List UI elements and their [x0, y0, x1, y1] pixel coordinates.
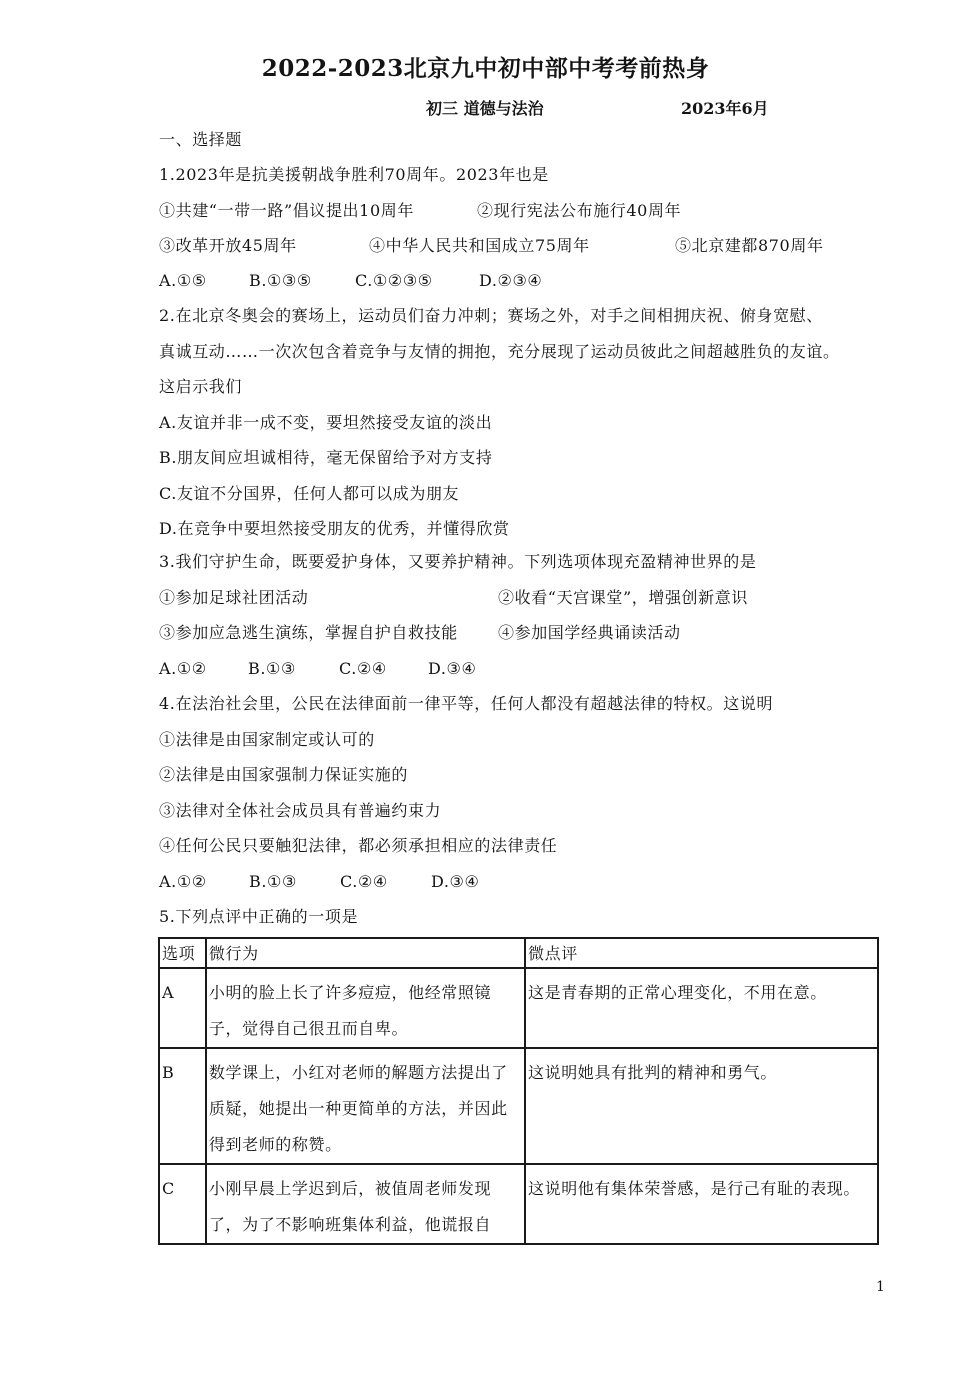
- exam-subtitle: 初三 道德与法治: [426, 99, 544, 118]
- q3-choice-d: D.③④: [428, 659, 477, 678]
- q1-item-3: ③改革开放45周年: [159, 236, 297, 255]
- q3-choice-c: C.②④: [339, 659, 387, 678]
- q3-choice-a: A.①②: [159, 659, 207, 678]
- q4-item-2: ②法律是由国家强制力保证实施的: [159, 765, 409, 784]
- q1-choice-a: A.①⑤: [159, 271, 207, 290]
- q2-option-b: B.朋友间应坦诚相待，毫无保留给予对方支持: [159, 448, 493, 467]
- table-row: [159, 1164, 878, 1244]
- exam-date: 2023年6月: [681, 99, 769, 118]
- section-heading: 一、选择题: [159, 130, 243, 149]
- row-a-option: A: [159, 968, 206, 1048]
- header-comment: 微点评: [525, 938, 878, 968]
- row-c-comment: 这说明他有集体荣誉感，是行己有耻的表现。: [525, 1164, 878, 1244]
- q2-stem-line-2: 真诚互动……一次次包含着竞争与友情的拥抱，充分展现了运动员彼此之间超越胜负的友谊。: [159, 342, 840, 361]
- q2-option-a: A.友谊并非一成不变，要坦然接受友谊的淡出: [159, 413, 493, 432]
- q1-item-2: ②现行宪法公布施行40周年: [477, 201, 682, 220]
- q5-table: [158, 937, 879, 1245]
- row-b-behavior: 数学课上，小红对老师的解题方法提出了质疑，她提出一种更简单的方法，并因此得到老师的称赞。: [206, 1048, 525, 1164]
- table-row: [159, 968, 878, 1048]
- header-option: 选项: [159, 938, 206, 968]
- q3-item-4: ④参加国学经典诵读活动: [498, 623, 681, 642]
- q3-stem: 3.我们守护生命，既要爱护身体，又要养护精神。下列选项体现充盈精神世界的是: [159, 552, 757, 571]
- table-header-row: [159, 938, 878, 968]
- row-b-comment: 这说明她具有批判的精神和勇气。: [525, 1048, 878, 1164]
- q2-option-d: D.在竞争中要坦然接受朋友的优秀，并懂得欣赏: [159, 519, 510, 538]
- q2-option-c: C.友谊不分国界，任何人都可以成为朋友: [159, 484, 460, 503]
- row-a-comment: 这是青春期的正常心理变化，不用在意。: [525, 968, 878, 1048]
- row-b-option: B: [159, 1048, 206, 1164]
- page-number: 1: [876, 1279, 885, 1295]
- q3-choice-b: B.①③: [248, 659, 296, 678]
- q5-stem: 5.下列点评中正确的一项是: [159, 907, 359, 926]
- q1-choice-b: B.①③⑤: [249, 271, 312, 290]
- q1-choice-d: D.②③④: [479, 271, 543, 290]
- table-row: [159, 1048, 878, 1164]
- q1-item-5: ⑤北京建都870周年: [675, 236, 824, 255]
- q4-choice-d: D.③④: [431, 872, 480, 891]
- q1-choice-c: C.①②③⑤: [355, 271, 433, 290]
- q4-item-4: ④任何公民只要触犯法律，都必须承担相应的法律责任: [159, 836, 558, 855]
- q4-stem: 4.在法治社会里，公民在法律面前一律平等，任何人都没有超越法律的特权。这说明: [159, 694, 774, 713]
- q3-item-2: ②收看“天宫课堂”，增强创新意识: [498, 588, 748, 607]
- q2-stem-line-3: 这启示我们: [159, 377, 243, 396]
- q4-choice-b: B.①③: [249, 872, 297, 891]
- exam-title: 2022-2023北京九中初中部中考考前热身: [261, 55, 710, 82]
- q4-item-3: ③法律对全体社会成员具有普遍约束力: [159, 801, 442, 820]
- header-behavior: 微行为: [206, 938, 525, 968]
- row-c-behavior: 小刚早晨上学迟到后，被值周老师发现了，为了不影响班集体利益，他谎报自: [206, 1164, 525, 1244]
- q1-stem: 1.2023年是抗美援朝战争胜利70周年。2023年也是: [159, 165, 549, 184]
- q2-stem-line-1: 2.在北京冬奥会的赛场上，运动员们奋力冲刺；赛场之外，对手之间相拥庆祝、俯身宽慰、: [159, 306, 823, 325]
- row-c-option: C: [159, 1164, 206, 1244]
- q1-item-4: ④中华人民共和国成立75周年: [369, 236, 590, 255]
- q4-choice-c: C.②④: [340, 872, 388, 891]
- q4-choice-a: A.①②: [159, 872, 207, 891]
- q4-item-1: ①法律是由国家制定或认可的: [159, 730, 375, 749]
- q3-item-3: ③参加应急逃生演练，掌握自护自救技能: [159, 623, 458, 642]
- q1-item-1: ①共建“一带一路”倡议提出10周年: [159, 201, 414, 220]
- row-a-behavior: 小明的脸上长了许多痘痘，他经常照镜子，觉得自己很丑而自卑。: [206, 968, 525, 1048]
- q3-item-1: ①参加足球社团活动: [159, 588, 309, 607]
